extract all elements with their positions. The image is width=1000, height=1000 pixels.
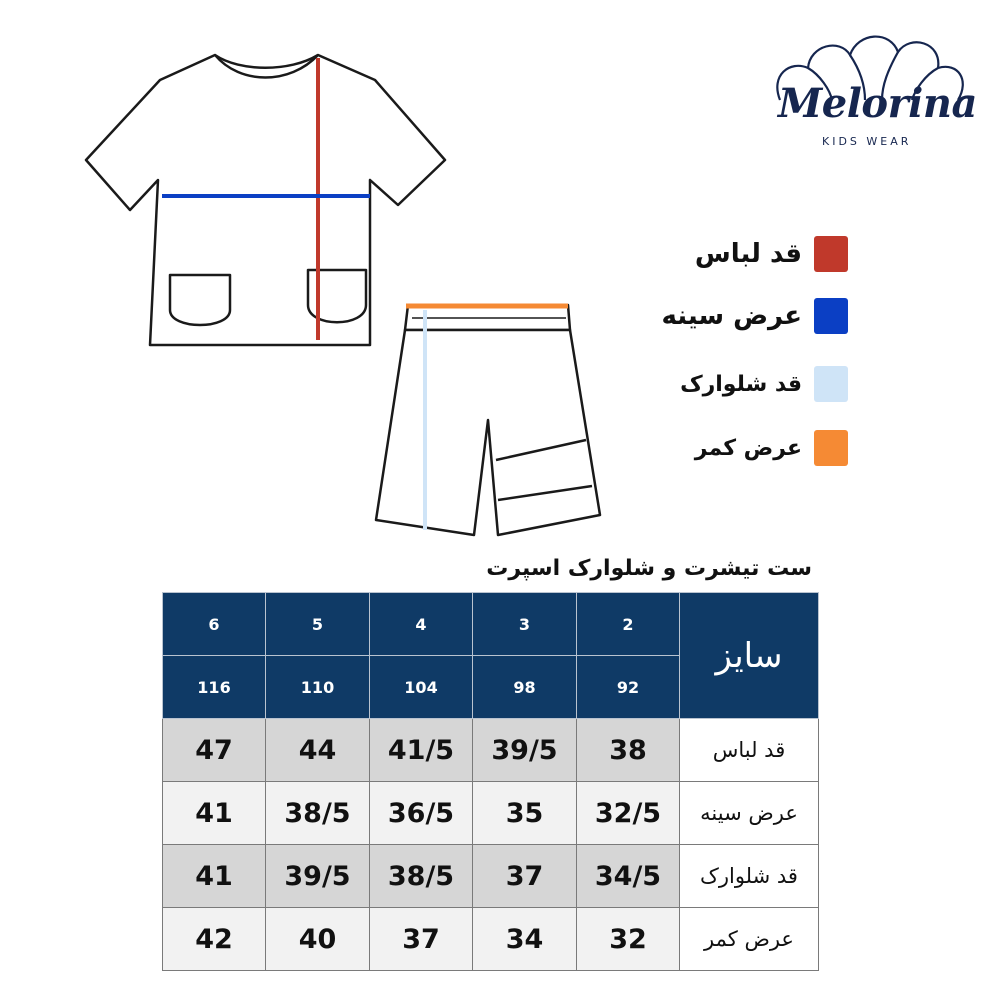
brand-name: Melorina bbox=[778, 80, 977, 127]
table-cell: 42 bbox=[163, 908, 266, 971]
age-cell: 2 bbox=[577, 593, 680, 656]
table-row-shorts-length bbox=[163, 845, 819, 908]
table-cell: 34 bbox=[473, 908, 577, 971]
height-cell: 116 bbox=[163, 656, 266, 719]
legend-swatch-red bbox=[814, 236, 848, 272]
age-header-row bbox=[163, 593, 819, 656]
height-cell: 92 bbox=[577, 656, 680, 719]
legend-shirt-length bbox=[695, 236, 848, 272]
table-cell: 34/5 bbox=[577, 845, 680, 908]
legend-label: عرض کمر bbox=[694, 435, 802, 461]
table-cell: 40 bbox=[266, 908, 370, 971]
legend-swatch-orange bbox=[814, 430, 848, 466]
height-cell: 104 bbox=[370, 656, 473, 719]
table-cell: 37 bbox=[370, 908, 473, 971]
shorts-drawing bbox=[376, 305, 600, 535]
table-cell: 32 bbox=[577, 908, 680, 971]
legend-label: عرض سینه bbox=[661, 301, 802, 331]
table-cell: 38 bbox=[577, 719, 680, 782]
size-chart-table bbox=[162, 592, 819, 971]
table-cell: 41 bbox=[163, 782, 266, 845]
brand-tagline: KIDS WEAR bbox=[822, 135, 912, 148]
table-cell: 36/5 bbox=[370, 782, 473, 845]
table-cell: 47 bbox=[163, 719, 266, 782]
table-cell: 39/5 bbox=[473, 719, 577, 782]
legend-swatch-light-blue bbox=[814, 366, 848, 402]
table-cell: 44 bbox=[266, 719, 370, 782]
table-cell: 38/5 bbox=[370, 845, 473, 908]
age-cell: 4 bbox=[370, 593, 473, 656]
legend-swatch-blue bbox=[814, 298, 848, 334]
age-cell: 6 bbox=[163, 593, 266, 656]
table-cell: 32/5 bbox=[577, 782, 680, 845]
table-cell: 35 bbox=[473, 782, 577, 845]
legend-chest-width bbox=[661, 298, 848, 334]
legend-label: قد لباس bbox=[694, 239, 802, 269]
product-title: ست تیشرت و شلوارک اسپرت bbox=[486, 556, 812, 581]
table-cell: 41/5 bbox=[370, 719, 473, 782]
table-row-shirt-length bbox=[163, 719, 819, 782]
legend-label: قد شلوارک bbox=[680, 371, 802, 397]
size-header-label: سایز bbox=[680, 593, 819, 719]
legend-waist-width bbox=[695, 430, 848, 466]
table-cell: 37 bbox=[473, 845, 577, 908]
table-row-waist-width bbox=[163, 908, 819, 971]
row-label: قد لباس bbox=[680, 719, 819, 782]
height-cell: 98 bbox=[473, 656, 577, 719]
row-label: قد شلوارک bbox=[680, 845, 819, 908]
table-cell: 41 bbox=[163, 845, 266, 908]
tshirt-drawing bbox=[86, 55, 445, 345]
legend-shorts-length bbox=[680, 366, 848, 402]
table-cell: 39/5 bbox=[266, 845, 370, 908]
table-cell: 38/5 bbox=[266, 782, 370, 845]
height-cell: 110 bbox=[266, 656, 370, 719]
table-row-chest-width bbox=[163, 782, 819, 845]
age-cell: 5 bbox=[266, 593, 370, 656]
age-cell: 3 bbox=[473, 593, 577, 656]
row-label: عرض سینه bbox=[680, 782, 819, 845]
row-label: عرض کمر bbox=[680, 908, 819, 971]
